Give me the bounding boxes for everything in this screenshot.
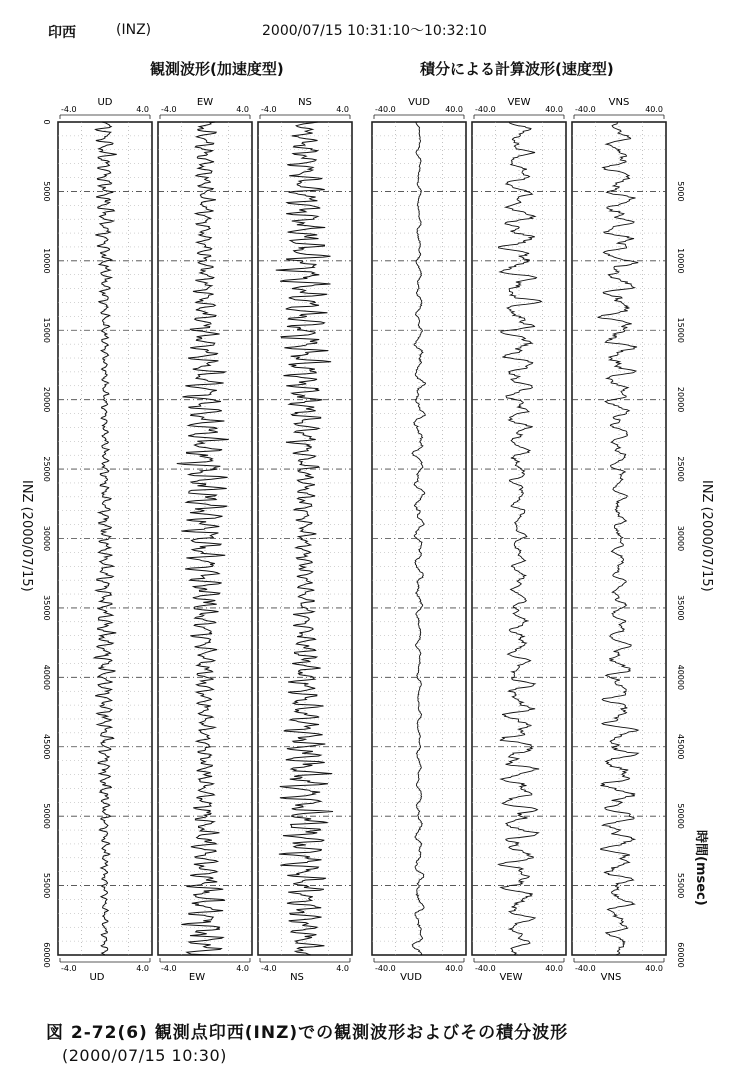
y-tick-label-left: 50000	[42, 803, 51, 829]
range-label-min-bottom: -40.0	[475, 964, 496, 973]
y-tick-label-left: 45000	[42, 734, 51, 760]
y-tick-label-left: 60000	[42, 942, 51, 968]
acceleration-group-title: 観測波形(加速度型)	[150, 60, 284, 78]
channel-label-bottom-vns: VNS	[600, 972, 622, 983]
range-label-min-top: -4.0	[261, 105, 277, 114]
y-tick-label-right: 40000	[676, 664, 685, 691]
range-label-max-bottom: 40.0	[445, 964, 463, 973]
range-label-max-top: 40.0	[445, 105, 463, 114]
range-label-min-top: -40.0	[375, 105, 396, 114]
y-tick-label-right: 50000	[676, 803, 685, 829]
y-tick-label-right: 5000	[676, 181, 685, 202]
channel-label-bottom-ud: UD	[89, 972, 105, 983]
range-label-max-top: 4.0	[236, 105, 249, 114]
range-label-max-bottom: 4.0	[236, 964, 249, 973]
y-tick-label-right: 35000	[676, 595, 685, 621]
y-tick-label-right: 60000	[676, 942, 685, 968]
y-tick-label-left: 40000	[42, 664, 51, 691]
range-label-min-bottom: -4.0	[161, 964, 177, 973]
velocity-group-title: 積分による計算波形(速度型)	[420, 60, 614, 78]
range-label-min-top: -40.0	[575, 105, 596, 114]
channel-label-bottom-ns: NS	[290, 972, 304, 983]
y-tick-label-left: 20000	[42, 386, 51, 413]
channel-label-bottom-vud: VUD	[400, 972, 422, 983]
channel-label-top-ew: EW	[196, 97, 214, 108]
y-tick-label-left: 30000	[42, 525, 51, 552]
y-tick-label-right: 55000	[676, 872, 685, 899]
y-tick-label-left: 10000	[42, 248, 51, 274]
y-tick-label-right: 30000	[676, 525, 685, 552]
range-label-min-bottom: -40.0	[375, 964, 396, 973]
range-label-max-bottom: 4.0	[336, 964, 349, 973]
channel-label-bottom-ew: EW	[188, 972, 206, 983]
y-tick-label-left: 5000	[42, 181, 51, 202]
y-tick-label-left: 35000	[42, 595, 51, 621]
recording-datetime: 2000/07/15 10:31:10〜10:32:10	[262, 23, 487, 39]
figure-caption: 図 2-72(6) 観測点印西(INZ)での観測波形およびその積分波形	[46, 1023, 569, 1043]
channel-label-bottom-vew: VEW	[499, 972, 523, 983]
range-label-max-bottom: 40.0	[545, 964, 563, 973]
figure-caption-date: (2000/07/15 10:30)	[62, 1046, 227, 1065]
left-station-label: INZ (2000/07/15)	[19, 480, 34, 592]
range-label-min-bottom: -40.0	[575, 964, 596, 973]
range-label-max-bottom: 40.0	[645, 964, 663, 973]
channel-label-top-ud: UD	[97, 97, 113, 108]
y-tick-label-right: 15000	[676, 317, 685, 343]
station-name: 印西	[48, 25, 76, 41]
range-label-min-bottom: -4.0	[61, 964, 77, 973]
range-label-max-bottom: 4.0	[136, 964, 149, 973]
channel-label-top-vud: VUD	[408, 97, 430, 108]
time-axis-label: 時間(msec)	[693, 830, 708, 906]
y-tick-label-left: 15000	[42, 317, 51, 343]
y-tick-label-right: 25000	[676, 456, 685, 482]
range-label-max-top: 40.0	[545, 105, 563, 114]
y-tick-label-left: 0	[42, 119, 51, 125]
range-label-min-top: -4.0	[161, 105, 177, 114]
range-label-min-top: -40.0	[475, 105, 496, 114]
range-label-max-top: 4.0	[336, 105, 349, 114]
y-tick-label-right: 45000	[676, 734, 685, 760]
y-tick-label-left: 55000	[42, 872, 51, 899]
y-tick-label-right: 20000	[676, 386, 685, 413]
range-label-max-top: 4.0	[136, 105, 149, 114]
y-tick-label-right: 10000	[676, 248, 685, 274]
channel-label-top-vns: VNS	[608, 97, 630, 108]
range-label-max-top: 40.0	[645, 105, 663, 114]
station-code: (INZ)	[116, 22, 152, 38]
range-label-min-bottom: -4.0	[261, 964, 277, 973]
range-label-min-top: -4.0	[61, 105, 77, 114]
right-station-label: INZ (2000/07/15)	[699, 480, 714, 592]
channel-label-top-ns: NS	[298, 97, 312, 108]
y-tick-label-left: 25000	[42, 456, 51, 482]
channel-label-top-vew: VEW	[507, 97, 531, 108]
